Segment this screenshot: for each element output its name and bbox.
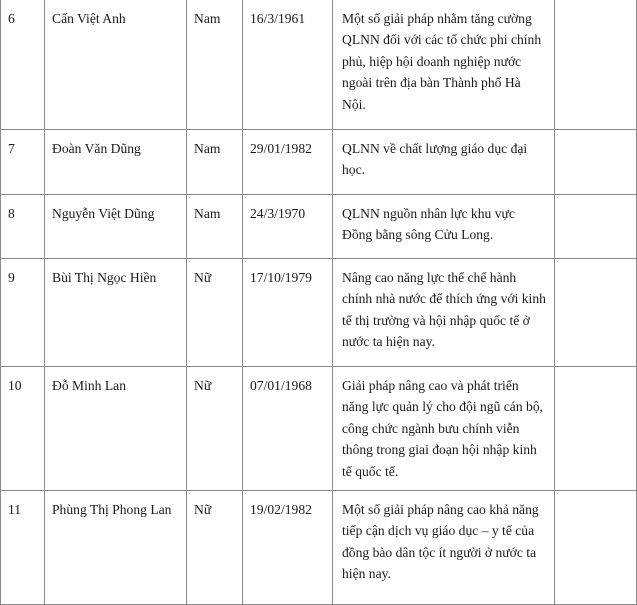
date-of-birth: 07/01/1968 [243, 367, 333, 491]
note [555, 195, 637, 259]
date-of-birth: 29/01/1982 [243, 130, 333, 195]
table-row [1, 0, 637, 130]
row-number: 6 [1, 0, 45, 130]
row-number: 11 [1, 491, 45, 605]
research-topic: Một số giải pháp nhằm tăng cường QLNN đối với các tổ chức phi chính phủ, hiệp hội doanh nghiệp nước ngoài trên địa bàn Thành phố Hà Nội. [333, 0, 555, 130]
note [555, 0, 637, 130]
row-number: 9 [1, 259, 45, 367]
date-of-birth: 24/3/1970 [243, 195, 333, 259]
gender: Nữ [187, 367, 243, 491]
full-name: Nguyễn Việt Dũng [45, 195, 187, 259]
note [555, 491, 637, 605]
note [555, 259, 637, 367]
row-number: 10 [1, 367, 45, 491]
gender: Nam [187, 0, 243, 130]
research-topic: QLNN về chất lượng giáo dục đại học. [333, 130, 555, 195]
date-of-birth: 17/10/1979 [243, 259, 333, 367]
research-topic: Nâng cao năng lực thể chế hành chính nhà nước để thích ứng với kinh tế thị trường và hội nhập quốc tế ở nước ta hiện nay. [333, 259, 555, 367]
full-name: Bùi Thị Ngọc Hiền [45, 259, 187, 367]
gender: Nữ [187, 491, 243, 605]
table-row [1, 130, 637, 195]
date-of-birth: 19/02/1982 [243, 491, 333, 605]
research-topic: QLNN nguồn nhân lực khu vực Đồng bằng sông Cửu Long. [333, 195, 555, 259]
table-row [1, 491, 637, 605]
full-name: Đoàn Văn Dũng [45, 130, 187, 195]
research-topic: Một số giải pháp nâng cao khả năng tiếp cận dịch vụ giáo dục – y tế của đồng bào dân tộc ít người ở nước ta hiện nay. [333, 491, 555, 605]
note [555, 130, 637, 195]
table-row [1, 195, 637, 259]
row-number: 7 [1, 130, 45, 195]
research-topic: Giải pháp nâng cao và phát triển năng lực quản lý cho đội ngũ cán bộ, công chức ngành bưu chính viễn thông trong giai đoạn hội nhập kinh tế quốc tế. [333, 367, 555, 491]
full-name: Cấn Việt Anh [45, 0, 187, 130]
table-row [1, 259, 637, 367]
gender: Nữ [187, 259, 243, 367]
row-number: 8 [1, 195, 45, 259]
date-of-birth: 16/3/1961 [243, 0, 333, 130]
full-name: Phùng Thị Phong Lan [45, 491, 187, 605]
note [555, 367, 637, 491]
full-name: Đỗ Minh Lan [45, 367, 187, 491]
gender: Nam [187, 195, 243, 259]
gender: Nam [187, 130, 243, 195]
table-row [1, 367, 637, 491]
